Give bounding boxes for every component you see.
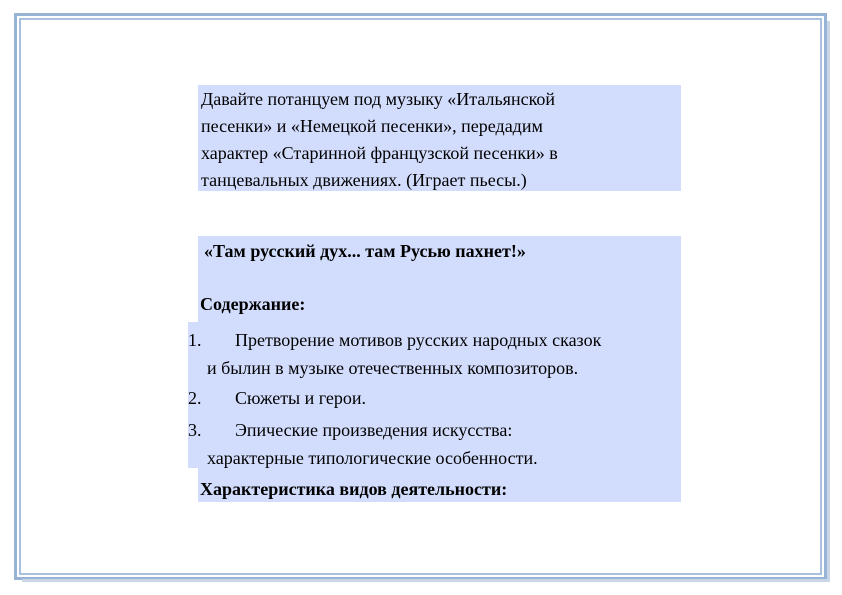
content-heading: Содержание:: [200, 294, 306, 314]
list-item-text: Претворение мотивов русских народных сказок: [235, 330, 602, 350]
list-item-text-continued: и былин в музыке отечественных композиторов.: [207, 358, 579, 378]
intro-line: Давайте потанцуем под музыку «Итальянской: [201, 89, 556, 109]
intro-line: характер «Старинной французской песенки» в: [201, 143, 558, 163]
intro-line: танцевальных движениях. (Играет пьесы.): [201, 170, 527, 190]
intro-line: песенки» и «Немецкой песенки», передадим: [201, 116, 543, 136]
list-item-number: 1.: [188, 330, 202, 350]
intro-text-box: [198, 85, 681, 191]
list-item-text: Сюжеты и герои.: [235, 388, 367, 408]
activities-heading: Характеристика видов деятельности:: [200, 479, 508, 499]
list-item-text-continued: характерные типологические особенности.: [207, 448, 538, 468]
list-item-number: 2.: [188, 388, 202, 408]
list-item-number: 3.: [188, 420, 202, 440]
topic-title: «Там русский дух... там Русью пахнет!»: [204, 241, 526, 261]
list-item-text: Эпические произведения искусства:: [235, 420, 513, 440]
